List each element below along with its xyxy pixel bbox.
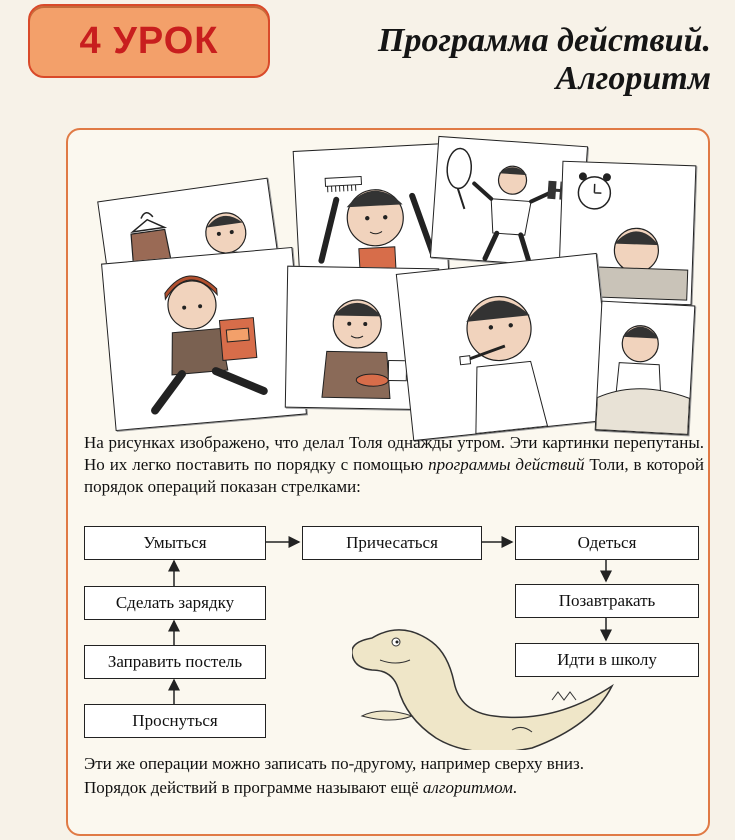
- step-wake: [84, 704, 266, 738]
- clock-icon: [578, 172, 611, 209]
- step-breakfast: [515, 584, 699, 618]
- step-wash-label: Умыться: [143, 533, 207, 552]
- step-wake-label: Проснуться: [132, 711, 218, 730]
- step-dress: [515, 526, 699, 560]
- lizard-illustration: [352, 620, 632, 750]
- intro-text-1: На рисунках изображено, что делал Толя однажды утром. Эти картинки перепутаны. Но их легко поставить по порядку с помощью: [84, 433, 704, 474]
- hanger-icon: [130, 211, 164, 232]
- satchel-icon: [219, 318, 256, 361]
- step-comb: [302, 526, 482, 560]
- picture-making-bed: [595, 301, 696, 436]
- intro-text-2: Толи, в которой порядок операций показан стрелками:: [84, 455, 704, 496]
- title-line-2: Алгоритм: [555, 60, 711, 97]
- page-title: [378, 22, 711, 98]
- step-comb-label: Причесаться: [346, 533, 438, 552]
- outro-line-2: [84, 776, 704, 800]
- picture-brushing-teeth: [396, 253, 614, 441]
- illustrations: [104, 137, 694, 437]
- step-exercise-label: Сделать зарядку: [115, 593, 235, 612]
- mirror-icon: [444, 148, 472, 210]
- outro-line-1: Эти же операции можно записать по-другому, например сверху вниз.: [84, 754, 584, 773]
- picture-school: [101, 247, 307, 431]
- outro-paragraph: [84, 752, 704, 800]
- title-line-1: Программа действий.: [378, 22, 711, 59]
- step-breakfast-label: Позавтракать: [558, 591, 656, 610]
- comb-icon: [325, 176, 362, 192]
- lesson-badge-label: 4 УРОК: [79, 19, 219, 62]
- outro-line-2-end: .: [512, 778, 518, 797]
- step-exercise: [84, 586, 266, 620]
- intro-paragraph: [84, 432, 704, 498]
- step-bed: [84, 645, 266, 679]
- step-school-label: Идти в школу: [557, 650, 657, 669]
- outro-emphasis: алгоритмом: [422, 778, 513, 797]
- step-bed-label: Заправить постель: [107, 652, 243, 671]
- outro-line-2-text: Порядок действий в программе называют ещё: [84, 778, 423, 797]
- intro-emphasis: программы действий: [428, 455, 585, 474]
- step-wash: [84, 526, 266, 560]
- picture-combing: [293, 143, 450, 283]
- lesson-badge: [28, 4, 270, 78]
- step-dress-label: Одеться: [577, 533, 637, 552]
